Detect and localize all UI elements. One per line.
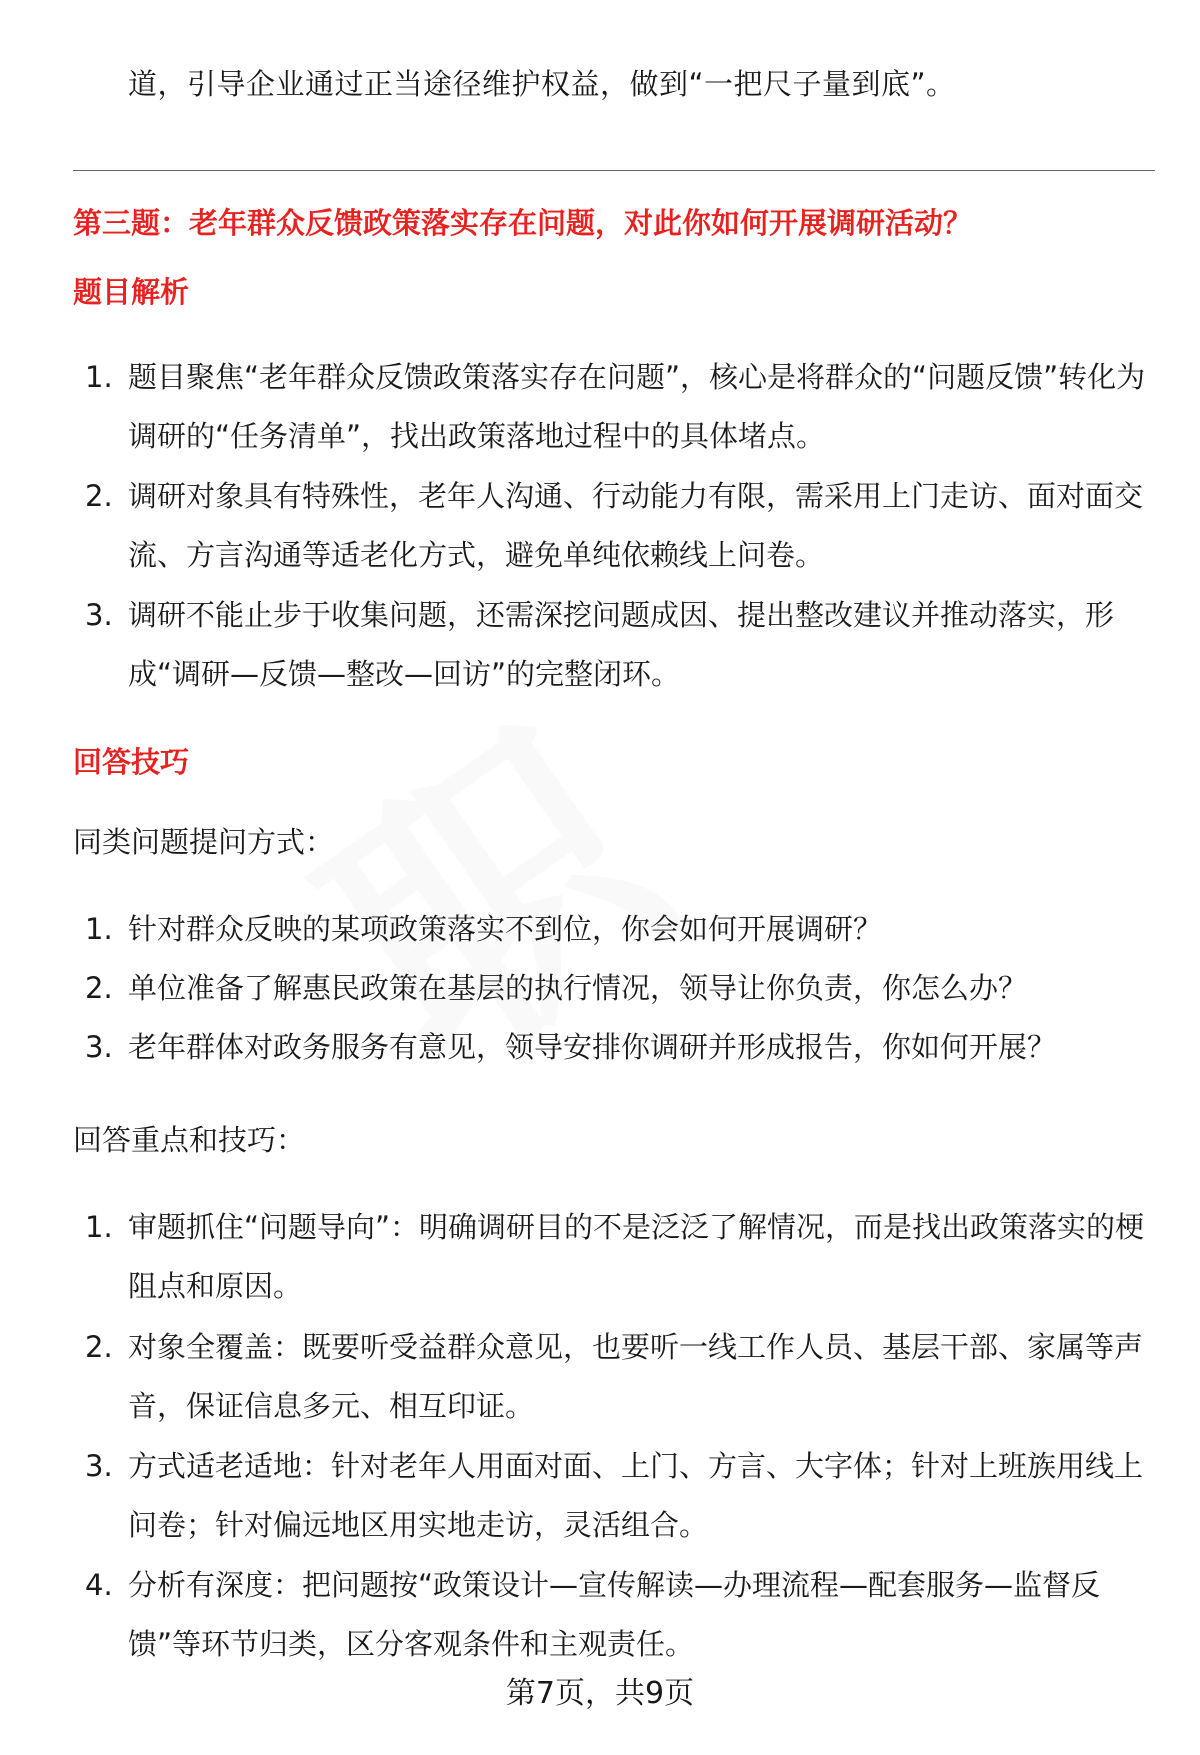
paragraph-intro-tail: 道，引导企业通过正当途径维护权益，做到“一把尺子量到底”。 (128, 67, 956, 101)
list-item (73, 1556, 1160, 1674)
list-item (73, 467, 1160, 585)
list-number: 3. (85, 598, 113, 632)
list-text: 老年群体对政务服务有意见，领导安排你调研并形成报告，你如何开展？ (128, 1030, 1057, 1064)
list-text: 方式适老适地：针对老年人用面对面、上门、方言、大字体；针对上班族用线上问卷；针对偏远地区用实地走访，灵活组合。 (128, 1449, 1144, 1542)
list-item (73, 900, 1160, 959)
section-heading-tips: 回答技巧 (73, 745, 190, 779)
list-number: 1. (85, 1210, 113, 1244)
list-item (73, 959, 1160, 1018)
list-item (73, 348, 1160, 466)
list-text: 单位准备了解惠民政策在基层的执行情况，领导让你负责，你怎么办？ (128, 971, 1028, 1005)
similar-questions-label: 同类问题提问方式： (73, 825, 335, 859)
list-text: 分析有深度：把问题按“政策设计—宣传解读—办理流程—配套服务—监督反馈”等环节归类，区分客观条件和主观责任。 (128, 1568, 1101, 1661)
list-number: 1. (85, 360, 113, 394)
list-text: 调研不能止步于收集问题，还需深挖问题成因、提出整改建议并推动落实，形成“调研—反馈—整改—回访”的完整闭环。 (128, 598, 1115, 691)
list-number: 1. (85, 912, 113, 946)
list-item (73, 1018, 1160, 1077)
list-number: 3. (85, 1030, 113, 1064)
list-text: 对象全覆盖：既要听受益群众意见，也要听一线工作人员、基层干部、家属等声音，保证信息多元、相互印证。 (128, 1330, 1144, 1423)
page-footer: 第7页，共9页 (505, 1676, 695, 1711)
list-item (73, 1198, 1160, 1316)
list-number: 3. (85, 1449, 113, 1483)
section-heading-analysis: 题目解析 (73, 275, 190, 309)
list-item (73, 1437, 1160, 1555)
list-number: 2. (85, 971, 113, 1005)
list-number: 2. (85, 479, 113, 513)
list-text: 针对群众反映的某项政策落实不到位，你会如何开展调研？ (128, 912, 883, 946)
list-number: 2. (85, 1330, 113, 1364)
key-points-label: 回答重点和技巧： (73, 1123, 306, 1157)
divider (73, 170, 1155, 171)
list-item (73, 586, 1160, 704)
list-text: 审题抓住“问题导向”：明确调研目的不是泛泛了解情况，而是找出政策落实的梗阻点和原因。 (128, 1210, 1145, 1303)
question-title: 第三题：老年群众反馈政策落实存在问题，对此你如何开展调研活动？ (73, 206, 973, 240)
list-text: 调研对象具有特殊性，老年人沟通、行动能力有限，需采用上门走访、面对面交流、方言沟通等适老化方式，避免单纯依赖线上问卷。 (128, 479, 1144, 572)
list-number: 4. (85, 1568, 113, 1602)
list-item (73, 1318, 1160, 1436)
list-text: 题目聚焦“老年群众反馈政策落实存在问题”，核心是将群众的“问题反馈”转化为调研的“任务清单”，找出政策落地过程中的具体堵点。 (128, 360, 1146, 453)
